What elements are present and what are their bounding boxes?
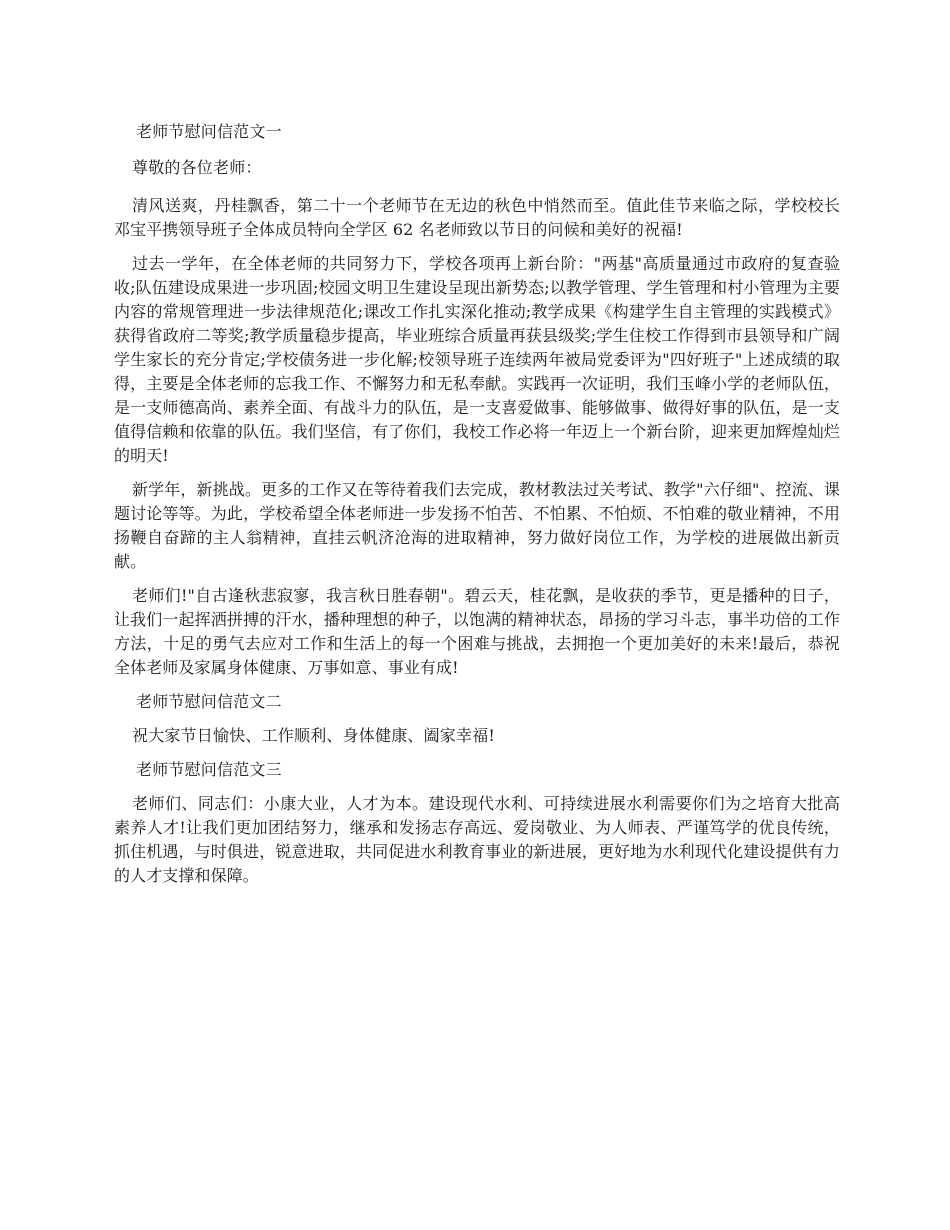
- salutation: 尊敬的各位老师：: [132, 158, 262, 177]
- document-page: [114, 118, 840, 898]
- paragraph: 新学年，新挑战。更多的工作又在等待着我们去完成，教材教法过关考试、教学"六仔细"、控流、课题讨论等等。为此，学校希望全体老师进一步发扬不怕苦、不怕累、不怕烦、不怕难的敬业精神，不用扬鞭自奋蹄的主人翁精神，直挂云帆济沧海的进取精神，努力做好岗位工作，为学校的进展做出新贡献。: [114, 480, 840, 571]
- paragraph: 清风送爽，丹桂飘香，第二十一个老师节在无边的秋色中悄然而至。值此佳节来临之际，学校校长邓宝平携领导班子全体成员特向全学区 62 名老师致以节日的问候和美好的祝福!: [114, 196, 840, 239]
- paragraph: 老师们!"自古逢秋悲寂寥，我言秋日胜春朝"。碧云天，桂花飘，是收获的季节，更是播种的日子，让我们一起挥洒拼搏的汗水，播种理想的种子，以饱满的精神状态，昂扬的学习斗志，事半功倍的工作方法，十足的勇气去应对工作和生活上的每一个困难与挑战，去拥抱一个更加美好的未来!最后，恭祝全体老师及家属身体健康、万事如意、事业有成!: [114, 586, 840, 677]
- section-2-title: 老师节慰问信范文二: [136, 692, 282, 711]
- section-1-title: 老师节慰问信范文一: [136, 122, 282, 141]
- section-3-text: 老师们、同志们：小康大业，人才为本。建设现代水利、可持续进展水利需要你们为之培育大批高素养人才!让我们更加团结努力，继承和发扬志存高远、爱岗敬业、为人师表、严谨笃学的优良传统，抓住机遇，与时俱进，锐意进取，共同促进水利教育事业的新进展，更好地为水利现代化建设提供有力的人才支撑和保障。: [114, 794, 840, 885]
- paragraph: 过去一学年，在全体老师的共同努力下，学校各项再上新台阶："两基"高质量通过市政府的复查验收;队伍建设成果进一步巩固;校园文明卫生建设呈现出新势态;以教学管理、学生管理和村小管理为主要内容的常规管理进一步法律规范化;课改工作扎实深化推动;教学成果《构建学生自主管理的实践模式》获得省政府二等奖;教学质量稳步提高，毕业班综合质量再获县级奖;学生住校工作得到市县领导和广阔学生家长的充分肯定;学校债务进一步化解;校领导班子连续两年被局党委评为"四好班子"上述成绩的取得，主要是全体老师的忘我工作、不懈努力和无私奉献。实践再一次证明，我们玉峰小学的老师队伍，是一支师德高尚、素养全面、有战斗力的队伍，是一支喜爱做事、能够做事、做得好事的队伍，是一支值得信赖和依靠的队伍。我们坚信，有了你们，我校工作必将一年迈上一个新台阶，迎来更加辉煌灿烂的明天!: [114, 254, 840, 465]
- section-2-text: 祝大家节日愉快、工作顺利、身体健康、阖家幸福!: [132, 726, 496, 745]
- section-3-title: 老师节慰问信范文三: [136, 760, 282, 779]
